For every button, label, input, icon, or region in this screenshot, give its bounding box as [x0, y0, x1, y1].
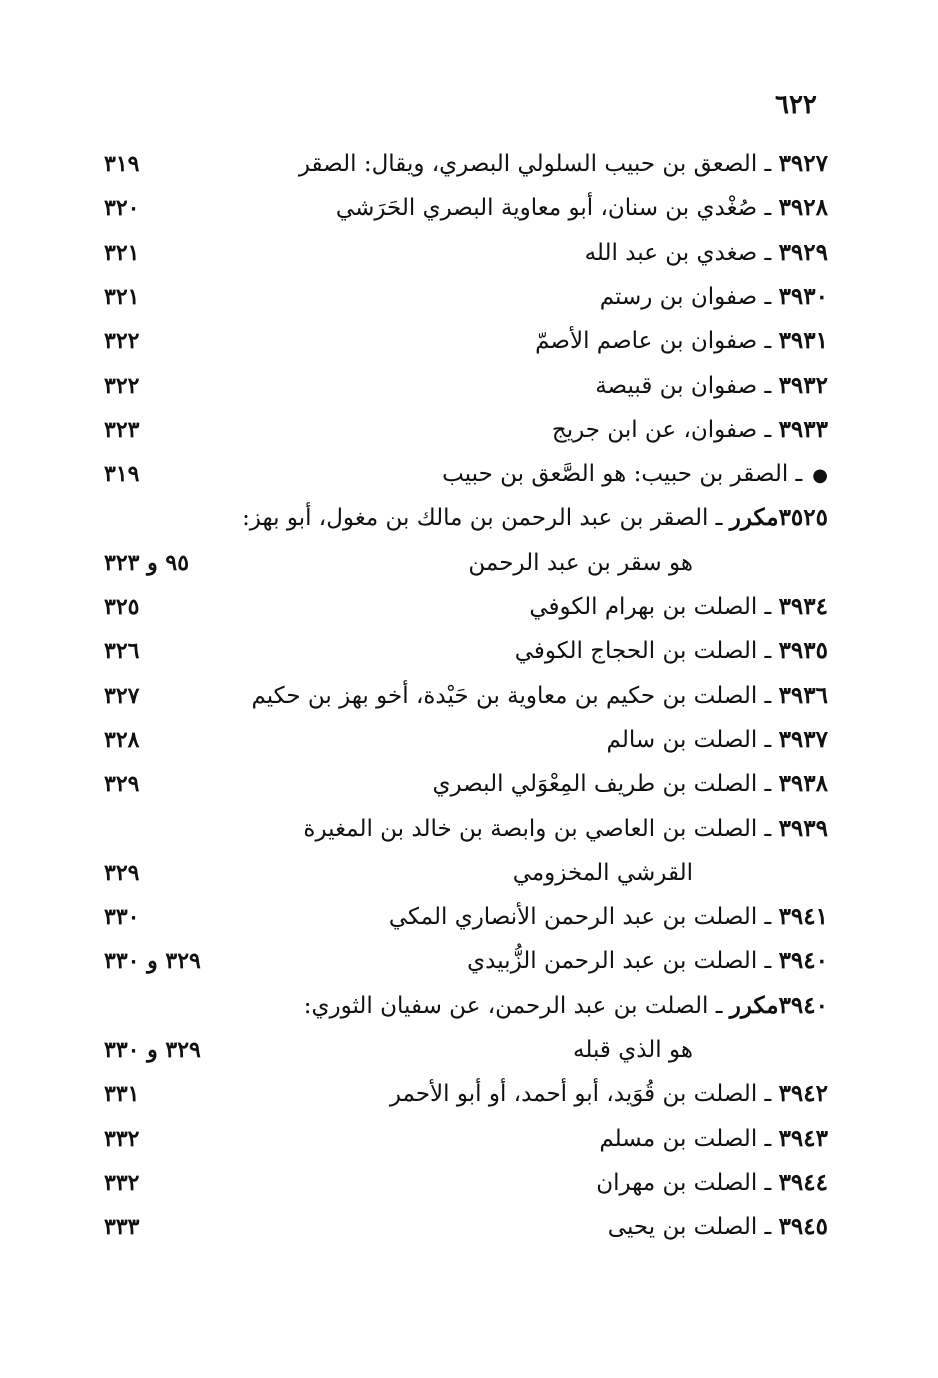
index-entry — [389, 895, 828, 939]
entry-text: ـ الصعق بن حبيب السلولي البصري، ويقال: الصقر — [298, 151, 772, 177]
page-number: ٦٢٢ — [775, 90, 817, 120]
entry-number: ٣٩٤٠مكرر — [729, 991, 828, 1019]
entry-page-ref: ٣٢١ — [104, 283, 140, 310]
index-entry — [336, 186, 828, 230]
index-entry — [573, 1028, 693, 1072]
entry-page-ref: ٩٥ و ٣٢٣ — [104, 549, 190, 576]
index-row — [0, 1028, 938, 1072]
index-entry — [304, 984, 828, 1028]
entry-text: ـ الصلت بن مسلم — [599, 1125, 772, 1152]
entry-text: ـ الصقر بن حبيب: هو الصَّعق بن حبيب — [442, 461, 803, 488]
entry-text: ـ الصلت بن عبد الرحمن، عن سفيان الثوري: — [303, 992, 723, 1019]
entry-page-ref: ٣٣١ — [104, 1081, 140, 1108]
entry-number: ٣٩٣٣ — [778, 415, 828, 443]
entry-number: ٣٩٤١ — [778, 903, 828, 931]
index-entry — [442, 452, 828, 498]
index-row — [0, 275, 938, 319]
entry-text: ـ الصلت بن عبد الرحمن الزُّبيدي — [467, 948, 772, 975]
entry-page-ref: ٣٣٢ — [104, 1169, 140, 1196]
index-entry — [607, 718, 828, 762]
entry-text: ـ صفوان، عن ابن جريج — [551, 416, 772, 443]
index-row — [0, 452, 938, 496]
entry-text: ـ الصلت بن مهران — [596, 1169, 772, 1196]
entry-text: هو الذي قبله — [573, 1037, 693, 1063]
bullet-icon: ● — [812, 465, 828, 487]
index-entry — [513, 851, 693, 895]
entry-page-ref: ٣٢١ — [104, 239, 140, 266]
index-entry — [303, 807, 828, 851]
entry-number: ٣٥٢٥مكرر — [729, 504, 828, 532]
entry-text: ـ صُغْدي بن سنان، أبو معاوية البصري الحَرَشي — [335, 195, 772, 222]
entry-text: ـ الصلت بن حكيم بن معاوية بن حَيْدة، أخو بهز بن حكيم — [251, 682, 772, 709]
index-row — [0, 718, 938, 762]
entry-page-ref: ٣٢٢ — [104, 328, 140, 355]
entry-text: ـ صغدي بن عبد الله — [584, 239, 772, 266]
entry-number: ٣٩٤٣ — [778, 1124, 828, 1152]
index-entry — [251, 674, 828, 718]
index-row — [0, 1117, 938, 1161]
entry-page-ref: ٣١٩ — [104, 151, 140, 177]
entry-number: ٣٩٣٧ — [778, 725, 828, 753]
entry-page-ref: ٣١٩ — [104, 461, 140, 488]
entry-text: ـ الصلت بن طريف المِعْوَلي البصري — [432, 771, 772, 798]
entry-text: ـ صفوان بن قبيصة — [595, 372, 772, 399]
index-entry — [552, 408, 828, 452]
entry-text: القرشي المخزومي — [512, 859, 693, 886]
index-row — [0, 231, 938, 275]
entry-text: ـ الصلت بن بهرام الكوفي — [529, 594, 772, 620]
index-row — [0, 142, 938, 186]
index-row — [0, 585, 938, 629]
index-row — [0, 674, 938, 718]
entry-page-ref: ٣٣٢ — [104, 1125, 140, 1152]
index-entry — [515, 629, 828, 673]
entry-text: ـ الصلت بن العاصي بن وابصة بن خالد بن المغيرة — [303, 815, 772, 842]
entry-page-ref: ٣٢٩ — [104, 859, 140, 886]
entry-number: ٣٩٣٨ — [778, 770, 828, 798]
index-entry — [529, 585, 828, 629]
index-entry — [585, 231, 828, 275]
entry-page-ref: ٣٢٠ — [104, 195, 140, 222]
entry-number: ٣٩٣٠ — [778, 282, 828, 310]
entry-text: ـ صفوان بن رستم — [599, 283, 772, 310]
index-entry — [299, 142, 828, 186]
entry-number: ٣٩٣٦ — [778, 681, 828, 709]
entry-number: ٣٩٢٩ — [778, 238, 828, 266]
index-row — [0, 629, 938, 673]
entry-number: ٣٩٣٤ — [778, 593, 828, 620]
entry-page-ref: ٣٢٩ و ٣٣٠ — [104, 948, 201, 975]
entry-number: ٣٩٤٢ — [778, 1080, 828, 1108]
index-entry — [535, 319, 828, 363]
entry-text: ـ الصلت بن يحيى — [607, 1214, 772, 1241]
entry-text: ـ الصلت بن قُوَيد، أبو أحمد، أو أبو الأحمر — [389, 1081, 772, 1108]
index-entry — [468, 541, 693, 585]
entry-text: هو سقر بن عبد الرحمن — [468, 549, 693, 576]
index-row — [0, 1205, 938, 1249]
entry-number: ٣٩٣٥ — [778, 637, 828, 665]
entry-number: ٣٩٢٧ — [778, 150, 828, 177]
index-row — [0, 408, 938, 452]
index-row — [0, 807, 938, 851]
index-entry — [242, 496, 828, 540]
index-entry — [599, 1117, 828, 1161]
entry-number: ٣٩٤٠ — [778, 947, 828, 975]
entry-text: ـ الصلت بن عبد الرحمن الأنصاري المكي — [388, 904, 772, 931]
index-row — [0, 364, 938, 408]
entry-number: ٣٩٢٨ — [778, 194, 828, 222]
index-row — [0, 186, 938, 230]
entry-number: ٣٩٣١ — [778, 327, 828, 355]
index-entry — [608, 1205, 828, 1249]
index-row — [0, 319, 938, 363]
entry-page-ref: ٣٢٩ — [104, 771, 140, 798]
index-entry — [600, 275, 828, 319]
entry-number: ٣٩٤٤ — [778, 1168, 828, 1196]
entry-number: ٣٩٤٥ — [778, 1213, 828, 1241]
entry-page-ref: ٣٢٦ — [104, 638, 140, 665]
entry-page-ref: ٣٢٨ — [104, 726, 140, 753]
entry-page-ref: ٣٢٥ — [104, 594, 140, 620]
entry-text: ـ الصقر بن عبد الرحمن بن مالك بن مغول، أبو بهز: — [242, 505, 723, 532]
entry-number: ٣٩٣٢ — [778, 371, 828, 399]
index-row — [0, 1161, 938, 1205]
index-entry — [390, 1072, 828, 1116]
index-entry — [467, 939, 828, 983]
entry-page-ref: ٣٢٣ — [104, 416, 140, 443]
index-row — [0, 1072, 938, 1116]
index-row — [0, 984, 938, 1028]
index-row — [0, 851, 938, 895]
entry-page-ref: ٣٢٧ — [104, 682, 140, 709]
index-entry — [595, 364, 828, 408]
index-row — [0, 541, 938, 585]
entry-text: ـ الصلت بن سالم — [606, 726, 772, 753]
entry-page-ref: ٣٣٣ — [104, 1214, 140, 1241]
index-row — [0, 496, 938, 540]
index-row — [0, 762, 938, 806]
index-row — [0, 895, 938, 939]
entry-page-ref: ٣٢٩ و ٣٣٠ — [104, 1037, 201, 1063]
entry-number: ٣٩٣٩ — [778, 814, 828, 842]
index-entry — [596, 1161, 828, 1205]
entry-text: ـ الصلت بن الحجاج الكوفي — [514, 638, 772, 665]
entry-page-ref: ٣٢٢ — [104, 372, 140, 399]
index-entry — [432, 762, 828, 806]
entry-page-ref: ٣٣٠ — [104, 904, 140, 931]
index-row — [0, 939, 938, 983]
entry-text: ـ صفوان بن عاصم الأصمّ — [535, 328, 772, 355]
